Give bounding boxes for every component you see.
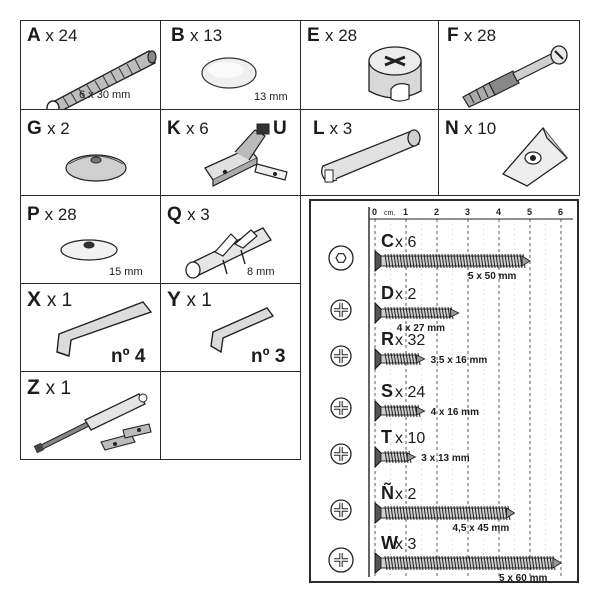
screw-scale-chart	[311, 201, 577, 581]
part-letter: F	[447, 25, 459, 46]
hinge-variant-letter: U	[273, 118, 287, 139]
part-count: x 3	[329, 119, 353, 138]
part-dimension: 6 x 30 mm	[79, 89, 131, 101]
screw-count: x 32	[395, 332, 426, 349]
part-count: x 1	[45, 378, 72, 399]
ruler-tick-label: 1	[403, 207, 409, 217]
screw-size-label: 4 x 27 mm	[396, 323, 446, 334]
ruler-tick-label: 5	[527, 207, 533, 217]
part-count: x 24	[45, 26, 78, 45]
part-letter: K	[167, 118, 181, 139]
part-letter: N	[445, 118, 459, 139]
empty-cell	[160, 371, 301, 460]
part-count: x 1	[46, 290, 73, 311]
screw-letter: C	[381, 231, 394, 251]
ruler-tick-label: 4	[496, 207, 502, 217]
screw-count: x 3	[395, 536, 417, 553]
part-cell-q	[160, 195, 301, 284]
screw-size-label: 4,5 x 45 mm	[452, 523, 510, 534]
cam-lock-icon	[359, 33, 439, 109]
screw-tip	[417, 355, 425, 363]
screw-head	[375, 503, 381, 523]
part-count: x 2	[47, 119, 70, 138]
screw-tip	[522, 256, 530, 266]
screw-letter: S	[381, 381, 394, 401]
part-letter: A	[27, 25, 41, 46]
part-cell-e	[300, 20, 439, 110]
screw-size-label: 3.5 x 16 mm	[430, 355, 488, 366]
screw-count: x 2	[395, 286, 417, 303]
screw-tip	[407, 453, 415, 461]
ruler-unit-label: cm.	[384, 210, 396, 217]
ruler-tick-label: 3	[465, 207, 471, 217]
screw-tip	[417, 407, 425, 415]
screw-size-label: 4 x 16 mm	[430, 407, 479, 418]
screw-size-label: 5 x 60 mm	[499, 573, 548, 581]
screw-head	[375, 553, 381, 573]
part-count: x 28	[44, 205, 77, 224]
screw-size-label: 3 x 13 mm	[421, 453, 470, 464]
part-cell-n	[438, 109, 580, 196]
part-cell-l	[300, 109, 439, 196]
part-count: x 10	[464, 119, 497, 138]
ruler-tick-label: 0	[372, 207, 378, 217]
shelf-support-icon	[315, 126, 435, 192]
screw-count: x 2	[395, 486, 417, 503]
part-cell-g	[20, 109, 161, 196]
cam-bolt-icon	[449, 45, 579, 109]
part-letter: Y	[167, 288, 181, 311]
screw-letter: D	[381, 283, 394, 303]
cover-cap-icon	[196, 53, 266, 93]
screw-letter: R	[381, 329, 394, 349]
screw-count: x 24	[395, 384, 426, 401]
tool-cell-y	[160, 283, 301, 372]
tool-cell-x	[20, 283, 161, 372]
part-cell-f	[438, 20, 580, 110]
part-cell-p	[20, 195, 161, 284]
gas-piston-icon	[31, 386, 159, 458]
screw-letter: Ñ	[381, 483, 394, 503]
part-letter: X	[27, 288, 42, 311]
part-letter: E	[307, 25, 320, 46]
part-dimension: 15 mm	[109, 266, 143, 278]
corner-block-icon	[495, 120, 575, 190]
adjustable-foot-icon	[61, 142, 131, 186]
part-count: x 1	[186, 290, 212, 311]
part-cell-k	[160, 109, 301, 196]
screw-head	[375, 303, 381, 323]
screw-head	[375, 401, 381, 421]
tool-size: nº 3	[251, 346, 286, 367]
part-dimension: 13 mm	[254, 91, 288, 103]
tool-size: nº 4	[111, 346, 146, 367]
part-letter: B	[171, 25, 185, 46]
part-letter: L	[313, 118, 325, 139]
hinge-icon	[195, 120, 295, 196]
screw-tip	[553, 558, 561, 568]
part-cell-b	[160, 20, 301, 110]
part-letter: G	[27, 118, 42, 139]
part-dimension: 8 mm	[247, 266, 275, 278]
part-cell-a	[20, 20, 161, 110]
washer-cap-icon	[55, 232, 125, 262]
screw-tip	[451, 309, 459, 317]
screw-count: x 10	[395, 430, 426, 447]
screw-scale-panel	[309, 199, 579, 583]
part-count: x 13	[190, 26, 223, 45]
part-letter: P	[27, 204, 40, 225]
part-cell-z	[20, 371, 161, 460]
hex-socket-icon	[336, 254, 346, 263]
screw-size-label: 5 x 50 mm	[468, 271, 517, 282]
ruler-tick-label: 2	[434, 207, 440, 217]
screw-head	[375, 349, 381, 369]
screw-head	[375, 251, 381, 271]
part-count: x 28	[324, 26, 358, 45]
screw-tip	[507, 508, 515, 518]
part-count: x 6	[186, 119, 209, 138]
part-letter: Q	[167, 204, 182, 225]
ruler-tick-label: 6	[558, 207, 564, 217]
screw-letter: T	[381, 427, 392, 447]
screw-count: x 6	[395, 234, 417, 251]
part-letter: Z	[27, 376, 40, 399]
part-count: x 3	[187, 205, 210, 224]
screw-letter: W	[381, 533, 398, 553]
screw-head	[375, 447, 381, 467]
part-count: x 28	[463, 26, 497, 45]
